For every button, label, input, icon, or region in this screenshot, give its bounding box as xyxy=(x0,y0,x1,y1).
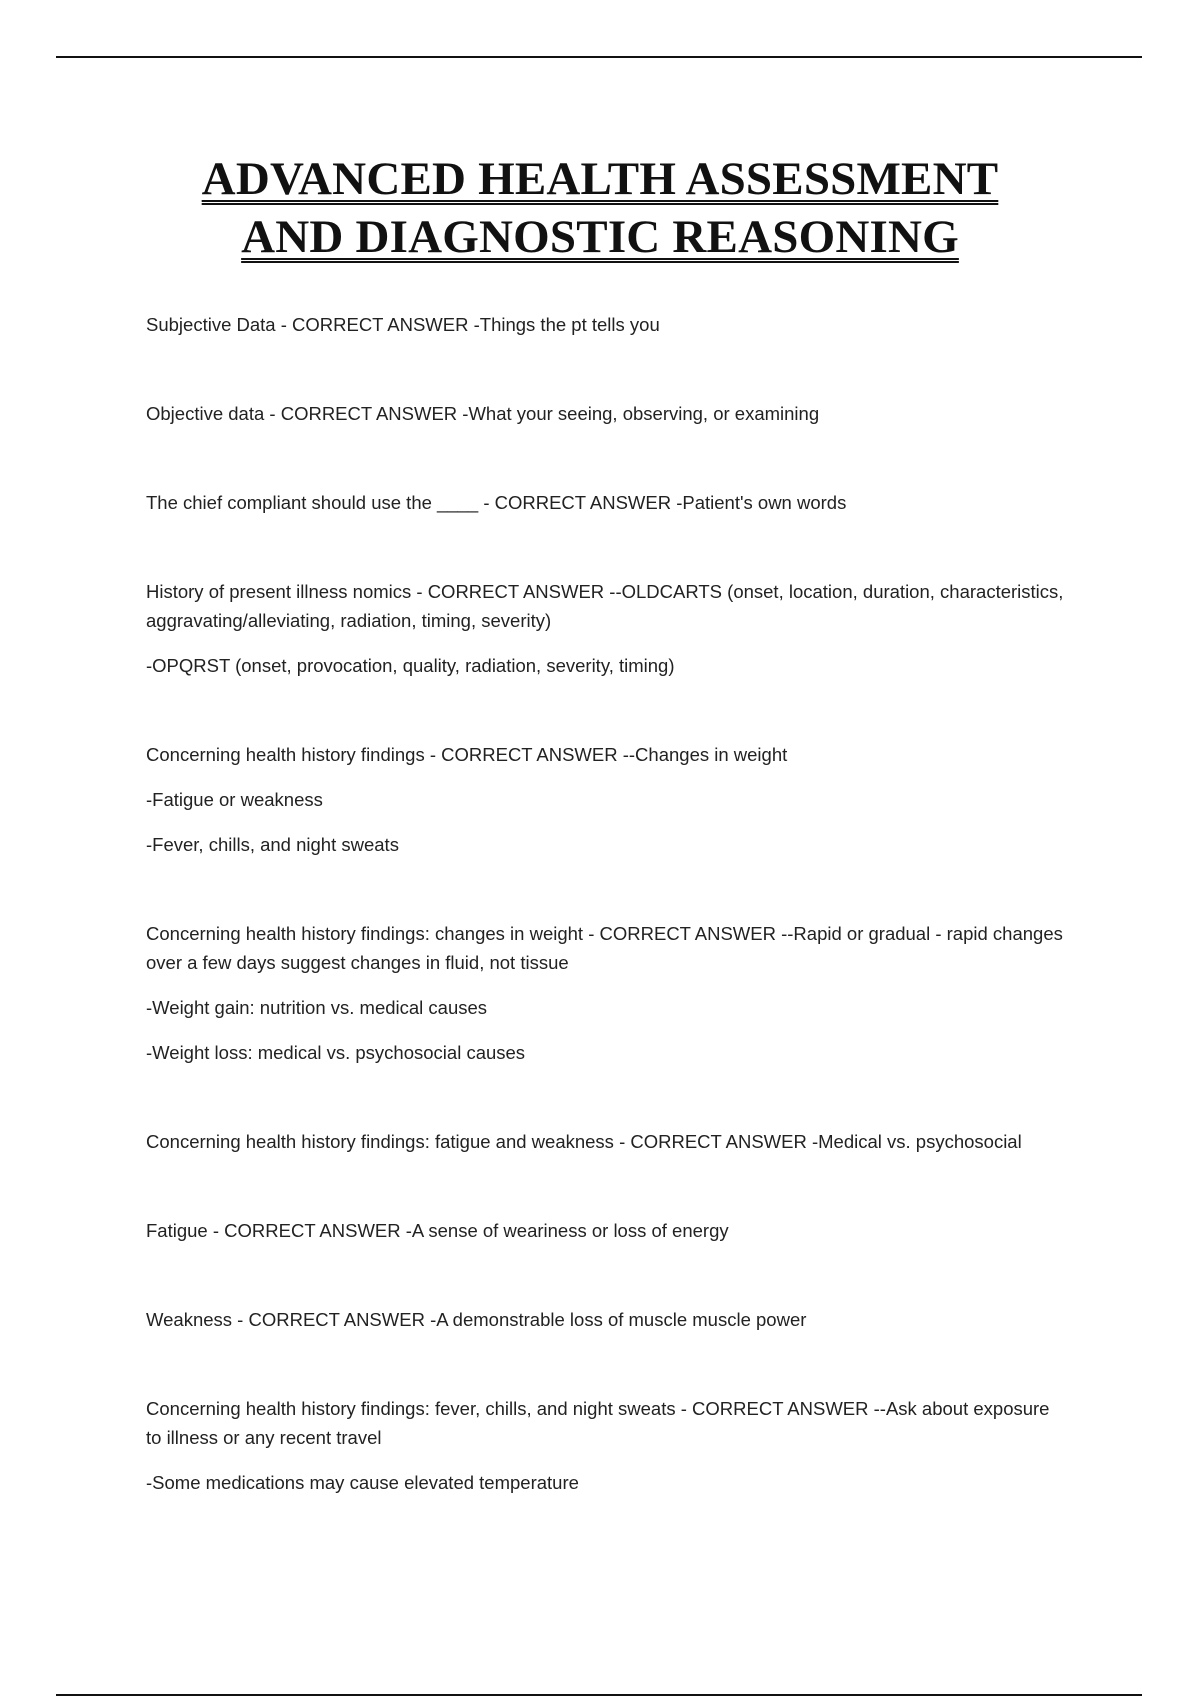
flashcard-list xyxy=(146,310,1066,1557)
entry-text: Concerning health history findings: fever, chills, and night sweats - CORRECT ANSWER --Ask about exposure to illness or any recent travel xyxy=(146,1398,1050,1448)
bottom-rule xyxy=(56,1694,1142,1696)
entry-text: Concerning health history findings - CORRECT ANSWER --Changes in weight xyxy=(146,744,788,765)
entry-text: Objective data - CORRECT ANSWER -What your seeing, observing, or examining xyxy=(146,403,820,424)
entry-extra-line: -OPQRST (onset, provocation, quality, radiation, severity, timing) xyxy=(146,655,675,676)
entry-extra-line: -Some medications may cause elevated temperature xyxy=(146,1472,579,1493)
list-item xyxy=(146,1305,1066,1334)
list-item xyxy=(146,1394,1066,1497)
list-item xyxy=(146,1216,1066,1245)
list-item xyxy=(146,1127,1066,1156)
list-item xyxy=(146,399,1066,428)
entry-text: Concerning health history findings: changes in weight - CORRECT ANSWER --Rapid or gradual - rapid changes over a few days suggest changes in fluid, not tissue xyxy=(146,923,1063,973)
list-item xyxy=(146,919,1066,1067)
entry-text: Subjective Data - CORRECT ANSWER -Things the pt tells you xyxy=(146,314,660,335)
entry-extra-line: -Weight loss: medical vs. psychosocial causes xyxy=(146,1042,526,1063)
entry-extra-line: -Fatigue or weakness xyxy=(146,789,323,810)
entry-text: The chief compliant should use the ____ - CORRECT ANSWER -Patient's own words xyxy=(146,492,847,513)
list-item xyxy=(146,577,1066,680)
entry-extra-line: -Weight gain: nutrition vs. medical causes xyxy=(146,997,488,1018)
top-rule xyxy=(56,56,1142,58)
list-item xyxy=(146,740,1066,859)
entry-text: Fatigue - CORRECT ANSWER -A sense of weariness or loss of energy xyxy=(146,1220,729,1241)
list-item xyxy=(146,488,1066,517)
entry-text: Concerning health history findings: fatigue and weakness - CORRECT ANSWER -Medical vs. psychosocial xyxy=(146,1131,1022,1152)
entry-text: Weakness - CORRECT ANSWER -A demonstrable loss of muscle muscle power xyxy=(146,1309,807,1330)
entry-extra-line: -Fever, chills, and night sweats xyxy=(146,834,399,855)
title-line-1: ADVANCED HEALTH ASSESSMENT xyxy=(201,153,999,205)
list-item xyxy=(146,310,1066,339)
title-line-2: AND DIAGNOSTIC REASONING xyxy=(241,211,959,263)
page-title xyxy=(0,150,1200,266)
entry-text: History of present illness nomics - CORRECT ANSWER --OLDCARTS (onset, location, duration, characteristics, aggravating/alleviating, radiation, timing, severity) xyxy=(146,581,1064,631)
